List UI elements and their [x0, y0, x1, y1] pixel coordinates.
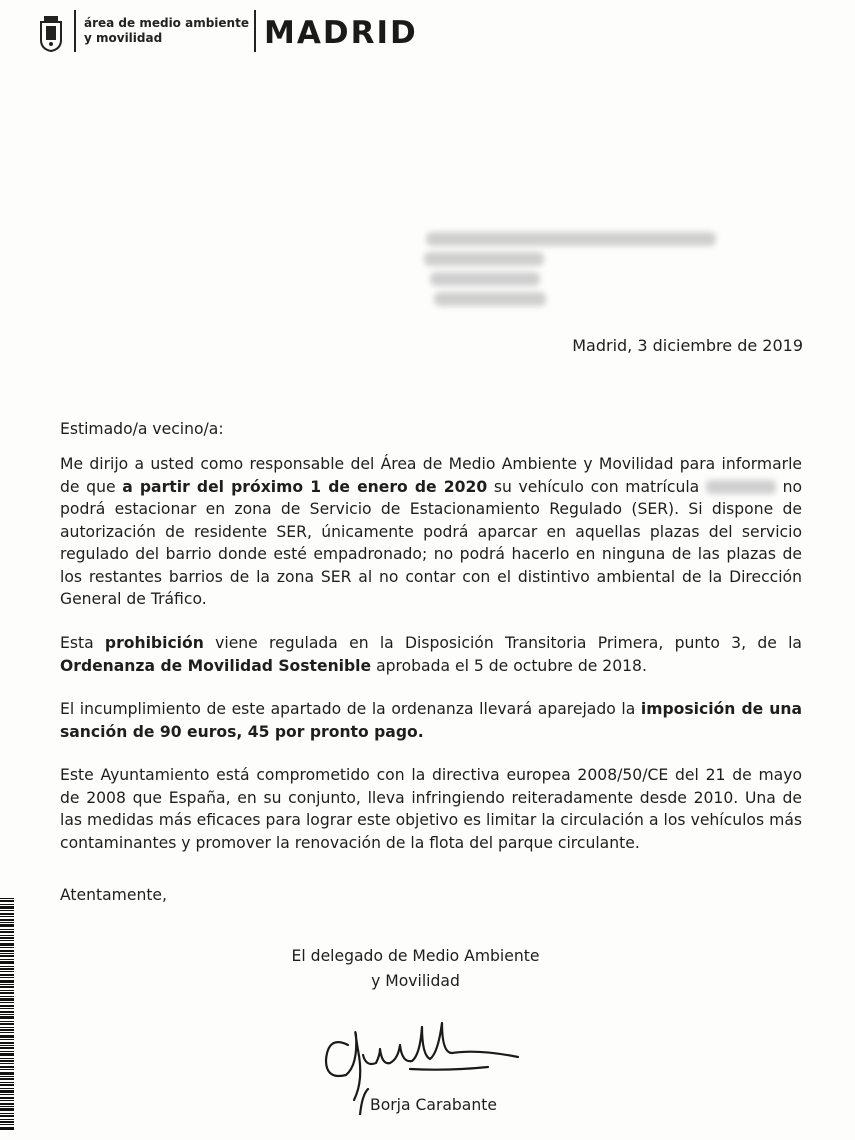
paragraph-text: no podrá estacionar en zona de Servicio de Estacionamiento Regulado (SER). Si dispone de autorización de residente SER, únicamente podrá aparcar en aquellas plazas del servicio regulado del barrio donde esté empadronado; no podrá hacerlo en ninguna de las plazas de los restantes barrios de la zona SER al no contar con el distintivo ambiental de la Dirección General de Tráfico.	[60, 477, 802, 608]
paragraph-directive: Este Ayuntamiento está comprometido con la directiva europea 2008/50/CE del 21 de mayo de 2008 que España, en su conjunto, lleva infringiendo reiteradamente desde 2010. Una de las medidas más eficaces para lograr este objetivo es limitar la circulación a los vehículos más contaminantes y promover la renovación de la flota del parque circulante.	[60, 766, 802, 852]
signatory-role-line2: y Movilidad	[371, 972, 460, 990]
area-name-line1: área de medio ambiente	[84, 16, 249, 30]
sanction-emphasis: imposición de una sanción de 90 euros, 45 por pronto pago.	[60, 700, 802, 741]
paragraph-text: Esta	[60, 634, 105, 652]
redacted-address	[420, 226, 730, 316]
city-name: MADRID	[264, 15, 418, 51]
paragraph-sanction	[60, 698, 802, 743]
signatory-name: Borja Carabante	[370, 1096, 497, 1114]
effective-date-emphasis: a partir del próximo 1 de enero de 2020	[122, 477, 488, 496]
paragraph-text: viene regulada en la Disposición Transitoria Primera, punto 3, de la	[203, 634, 802, 652]
header-divider	[74, 10, 76, 52]
paragraph-text: aprobada el 5 de octubre de 2018.	[371, 656, 647, 675]
prohibition-emphasis: prohibición	[104, 634, 204, 652]
signatory-role-line1: El delegado de Medio Ambiente	[291, 947, 540, 965]
salutation: Estimado/a vecino/a:	[60, 420, 224, 438]
signatory-role	[0, 944, 855, 994]
paragraph-regulation	[60, 632, 802, 677]
paragraph-text: su vehículo con matrícula	[487, 477, 706, 496]
area-name-line2: y movilidad	[84, 31, 163, 45]
letter-date: Madrid, 3 diciembre de 2019	[572, 336, 803, 355]
barcode-icon	[0, 898, 14, 1130]
redacted-license-plate	[706, 480, 776, 494]
ordinance-emphasis: Ordenanza de Movilidad Sostenible	[60, 656, 372, 675]
header-divider	[254, 10, 256, 52]
paragraph-text: El incumplimiento de este apartado de la ordenanza llevará aparejado la	[60, 700, 641, 718]
closing: Atentamente,	[60, 886, 167, 904]
paragraph-text: Me dirijo a usted como responsable del Área de Medio Ambiente y Movilidad para informarle de que	[60, 455, 802, 496]
area-name	[84, 16, 249, 46]
madrid-crest-icon	[38, 14, 64, 52]
paragraph-notice	[60, 453, 802, 611]
